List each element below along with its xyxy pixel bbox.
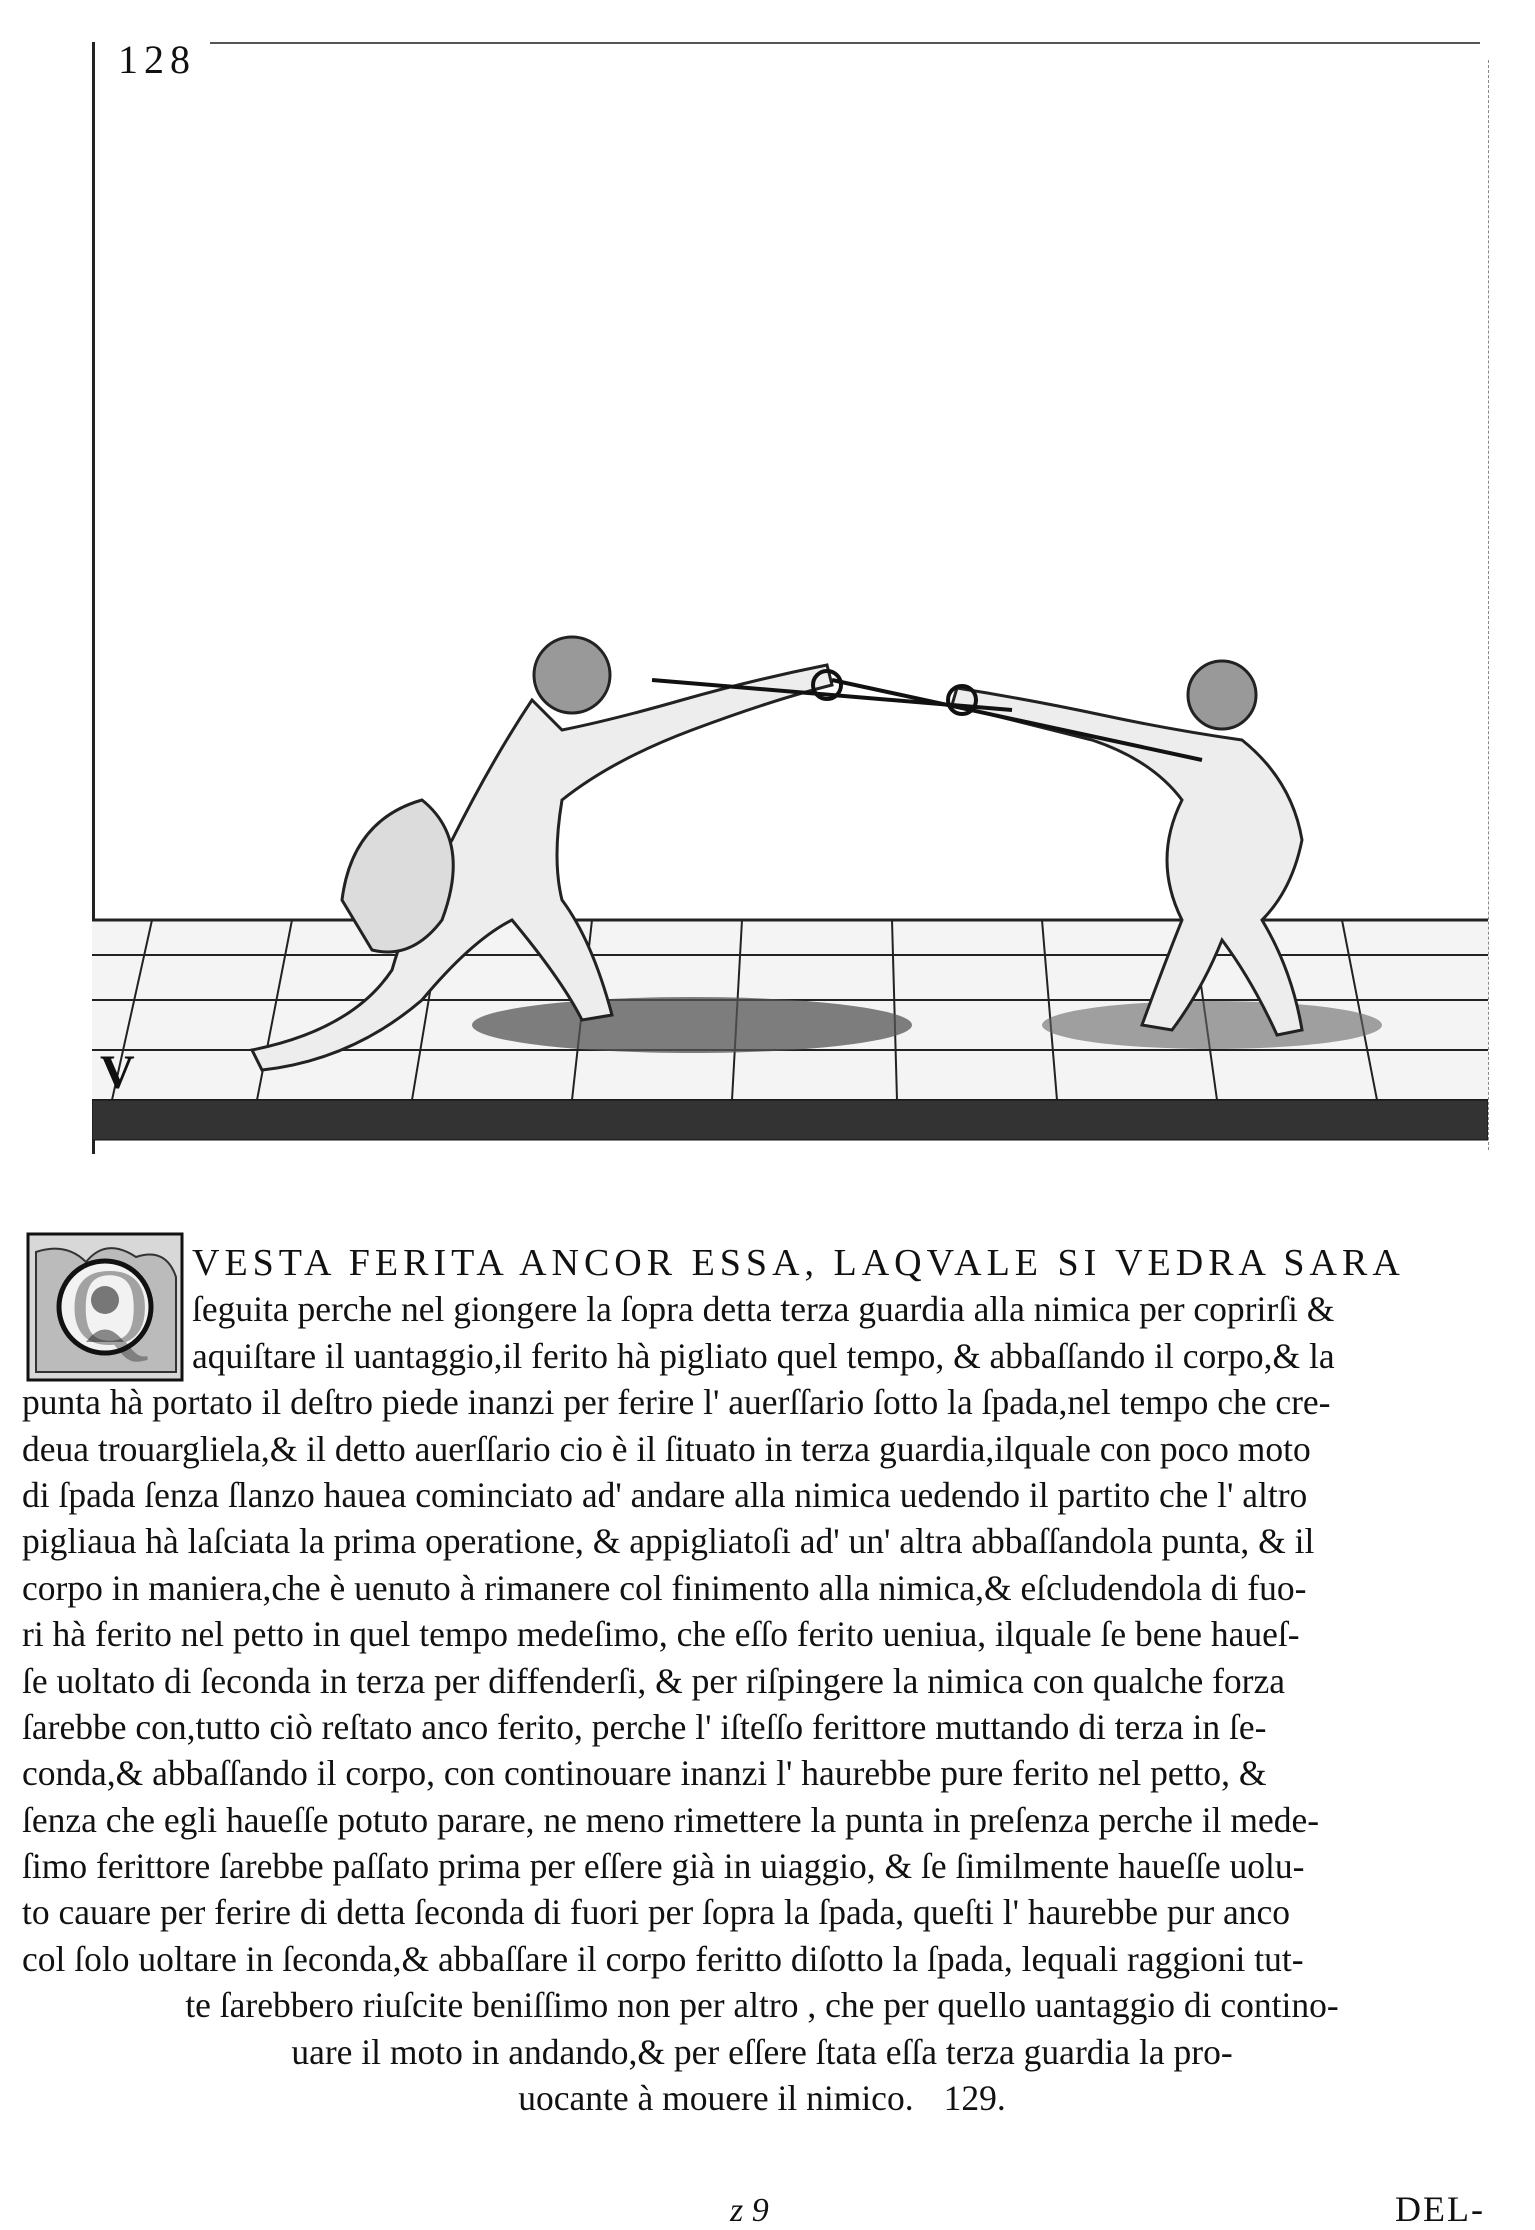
plate-right-rule bbox=[1488, 60, 1489, 1150]
text-line: col ſolo uoltare in ſeconda,& abbaſſare il corpo feritto diſotto la ſpada, lequali raggioni tut- bbox=[22, 1938, 1304, 1979]
shadow-right bbox=[1042, 1001, 1382, 1049]
page-number: 128 bbox=[118, 37, 196, 82]
text-line: to cauare per ferire di detta ſeconda di fuori per ſopra la ſpada, queſti l' haurebbe pur anco bbox=[22, 1892, 1291, 1933]
engraver-mark: V bbox=[100, 1046, 135, 1099]
signature-mark: z 9 bbox=[730, 2192, 769, 2229]
text-line: di ſpada ſenza ſlanzo hauea cominciato ad' andare alla nimica uedendo il partito che l' altro bbox=[22, 1474, 1308, 1515]
text-line: deua trouargliela,& il detto auerſſario cio è il ſituato in terza guardia,ilquale con poco moto bbox=[22, 1428, 1311, 1469]
text-line: conda,& abbaſſando il corpo, con continouare inanzi l' haurebbe pure ferito nel petto, & bbox=[22, 1753, 1267, 1794]
text-line: pigliaua hà laſciata la prima operatione, & appigliatoſi ad' un' altra abbaſſandola punta, & il bbox=[22, 1521, 1315, 1562]
text-line: punta hà portato il deſtro piede inanzi per ferire l' auerſſario ſotto la ſpada,nel tempo che cre- bbox=[22, 1382, 1331, 1423]
text-line: VESTA FERITA ANCOR ESSA, LAQVALE SI VEDRA SARA bbox=[192, 1242, 1405, 1284]
plate-reference: 129. bbox=[943, 2078, 1006, 2119]
text-line: ſeguita perche nel giongere la ſopra detta terza guardia alla nimica per coprirſi & bbox=[192, 1289, 1335, 1330]
text-line: te ſarebbero riuſcite beniſſimo non per altro , che per quello uantaggio di contino- bbox=[185, 1985, 1339, 2026]
body-text bbox=[22, 1240, 1502, 2121]
text-line: uocante à mouere il nimico. bbox=[518, 2078, 914, 2119]
text-line: ſenza che egli haueſſe potuto parare, ne meno rimettere la punta in preſenza perche il mede- bbox=[22, 1799, 1320, 1840]
catchword: DEL- bbox=[1395, 2189, 1485, 2229]
text-line: uare il moto in andando,& per eſſere ſtata eſſa terza guardia la pro- bbox=[291, 2031, 1233, 2072]
shadow-left bbox=[472, 997, 912, 1053]
text-line: ſarebbe con,tutto ciò reſtato anco ferito, perche l' iſteſſo ferittore muttando di terza in ſe- bbox=[22, 1706, 1267, 1747]
drop-cap-letter: Q bbox=[70, 1246, 150, 1368]
text-line: ſimo ferittore ſarebbe paſſato prima per eſſere già in uiaggio, & ſe ſimilmente haueſſe uolu- bbox=[22, 1846, 1305, 1887]
text-line: aquiſtare il uantaggio,il ferito hà pigliato quel tempo, & abbaſſando il corpo,& la bbox=[192, 1335, 1335, 1376]
text-line: ſe uoltato di ſeconda in terza per diffenderſi, & per riſpingere la nimica con qualche forza bbox=[22, 1660, 1285, 1701]
text-line: ri hà ferito nel petto in quel tempo medeſimo, che eſſo ferito ueniua, ilquale ſe bene haueſ- bbox=[22, 1614, 1300, 1655]
text-line: corpo in maniera,che è uenuto à rimanere col finimento alla nimica,& eſcludendola di fuo- bbox=[22, 1567, 1307, 1608]
fencing-engraving bbox=[92, 40, 1488, 1160]
text-line-final bbox=[22, 2075, 1502, 2121]
